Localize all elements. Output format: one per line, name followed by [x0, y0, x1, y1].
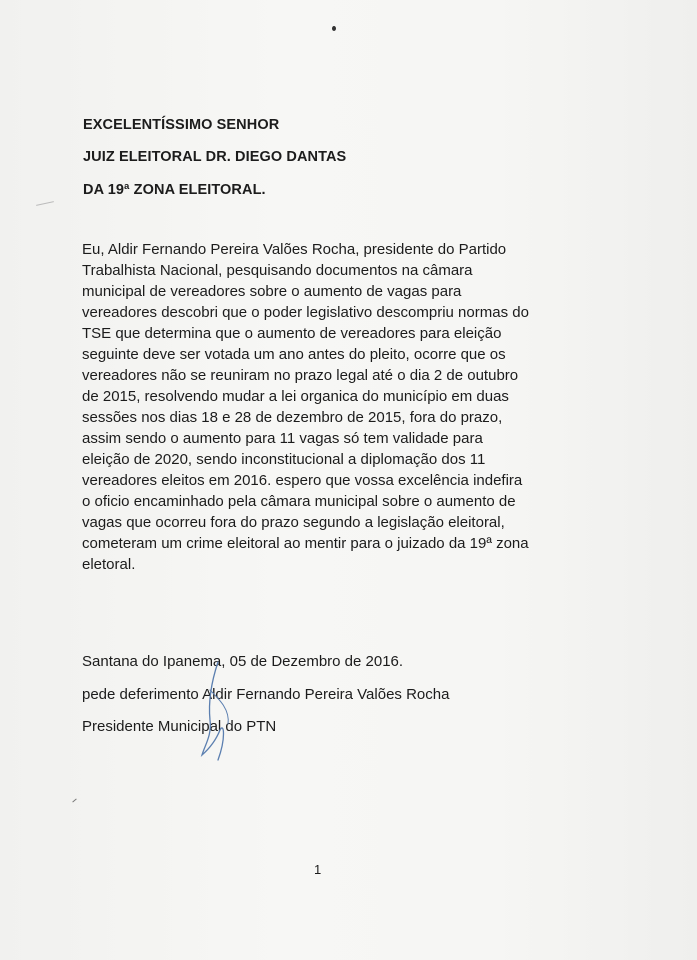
body-line: sessões nos dias 18 e 28 de dezembro de 2015, fora do prazo,: [82, 409, 503, 426]
body-line: vereadores não se reuniram no prazo legal até o dia 2 de outubro: [82, 367, 519, 384]
body-line: vagas que ocorreu fora do prazo segundo a legislação eleitoral,: [82, 514, 505, 531]
body-line: Trabalhista Nacional, pesquisando documentos na câmara: [82, 262, 473, 279]
request-line: pede deferimento Aldir Fernando Pereira Valões Rocha: [82, 686, 450, 703]
scan-speck: [332, 26, 336, 31]
body-line: vereadores eleitos em 2016. espero que vossa excelência indefira: [82, 472, 523, 489]
heading-line-1: EXCELENTÍSSIMO SENHOR: [83, 117, 280, 133]
body-line: eleição de 2020, sendo inconstitucional a diplomação dos 11: [82, 451, 486, 468]
body-line: assim sendo o aumento para 11 vagas só tem validade para: [82, 430, 483, 447]
scan-speck: [36, 201, 54, 206]
body-line: de 2015, resolvendo mudar a lei organica do município em duas: [82, 388, 509, 405]
heading-line-3: DA 19ª ZONA ELEITORAL.: [83, 182, 266, 198]
body-line: vereadores descobri que o poder legislativo descompriu normas do: [82, 304, 529, 321]
signer-title: Presidente Municipal do PTN: [82, 718, 277, 735]
heading-line-2: JUIZ ELEITORAL DR. DIEGO DANTAS: [83, 149, 347, 165]
body-line: municipal de vereadores sobre o aumento de vagas para: [82, 283, 462, 300]
body-line: eletoral.: [82, 556, 136, 573]
body-line: TSE que determina que o aumento de vereadores para eleição: [82, 325, 502, 342]
page-number: 1: [314, 862, 322, 877]
body-line: cometeram um crime eleitoral ao mentir para o juizado da 19ª zona: [82, 535, 529, 552]
body-line: o oficio encaminhado pela câmara municipal sobre o aumento de: [82, 493, 516, 510]
handwritten-signature: [190, 660, 250, 770]
body-line: seguinte deve ser votada um ano antes do pleito, ocorre que os: [82, 346, 506, 363]
body-line: Eu, Aldir Fernando Pereira Valões Rocha, presidente do Partido: [82, 241, 507, 258]
scan-speck: [72, 799, 76, 803]
place-date: Santana do Ipanema, 05 de Dezembro de 2016.: [82, 653, 404, 670]
